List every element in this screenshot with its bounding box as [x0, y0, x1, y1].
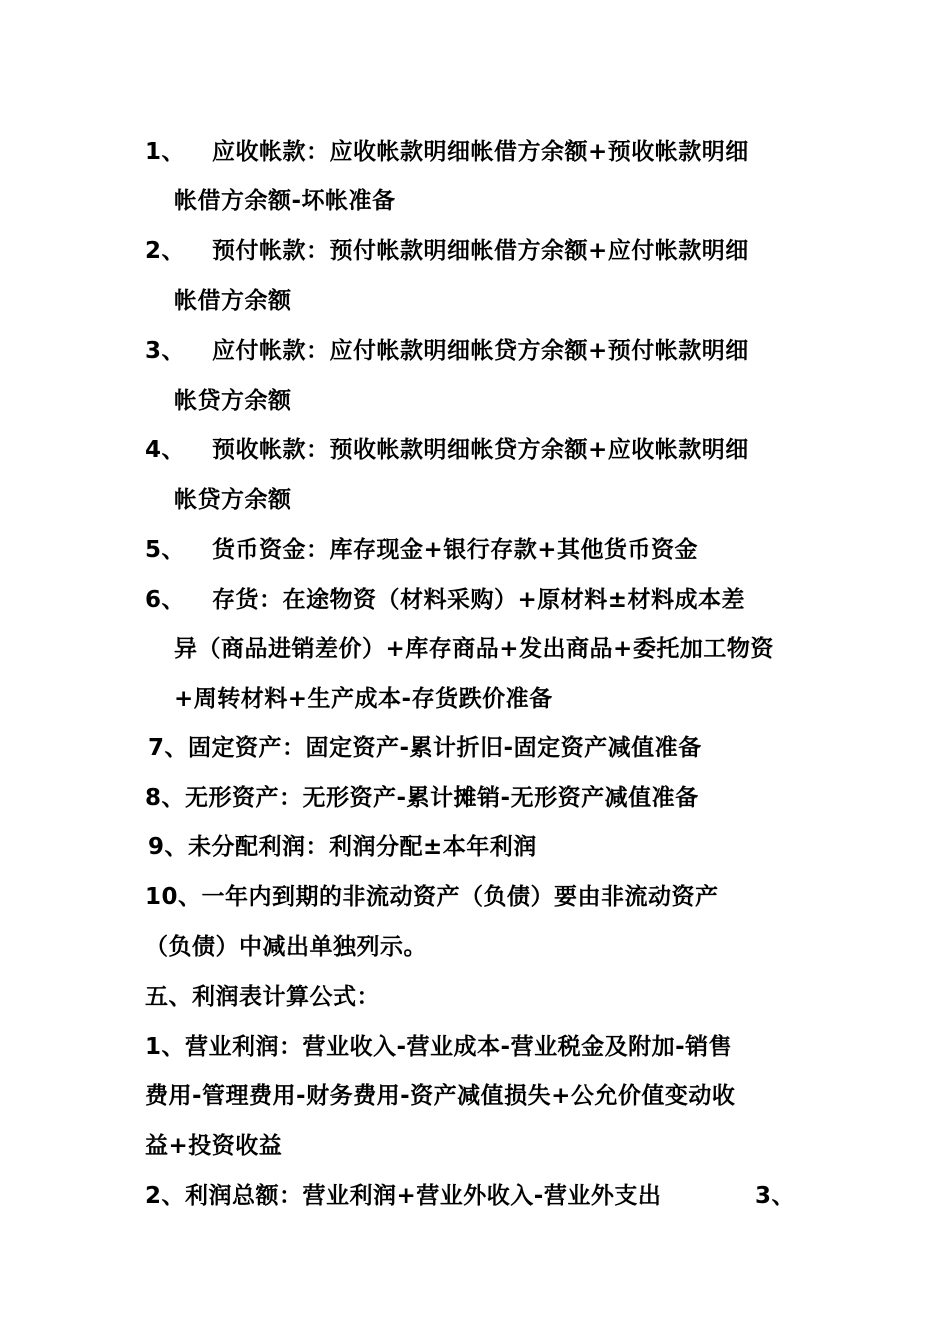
item-text: 9、未分配利润：利润分配±本年利润: [148, 834, 537, 860]
item-number: 1、: [145, 139, 186, 165]
list-item: [145, 336, 185, 366]
item-continuation: 费用-管理费用-财务费用-资产减值损失+公允价值变动收: [145, 1083, 736, 1109]
list-item: [145, 435, 185, 465]
list-item: [145, 137, 185, 167]
list-item: [145, 585, 185, 615]
item-text: 8、无形资产：无形资产-累计摊销-无形资产减值准备: [145, 785, 699, 811]
item-continuation: 益+投资收益: [145, 1133, 283, 1159]
item-continuation: 异（商品进销差价）+库存商品+发出商品+委托加工物资: [174, 636, 774, 662]
item-text: 货币资金：库存现金+银行存款+其他货币资金: [212, 537, 699, 563]
list-item: [145, 535, 185, 565]
item-text: 存货：在途物资（材料采购）+原材料±材料成本差: [212, 587, 746, 613]
item-text: 应收帐款：应收帐款明细帐借方余额+预收帐款明细: [212, 139, 749, 165]
item-number: 5、: [145, 537, 186, 563]
section-heading: 五、利润表计算公式：: [145, 984, 380, 1010]
item-number: 3、: [755, 1183, 796, 1209]
item-continuation: 帐贷方余额: [174, 487, 292, 513]
item-continuation: 帐借方余额: [174, 288, 292, 314]
item-text: 7、固定资产：固定资产-累计折旧-固定资产减值准备: [148, 735, 702, 761]
item-number: 6、: [145, 587, 186, 613]
item-continuation: +周转材料+生产成本-存货跌价准备: [174, 686, 553, 712]
item-text: 2、利润总额：营业利润+营业外收入-营业外支出: [145, 1183, 662, 1209]
item-text: 预收帐款：预收帐款明细帐贷方余额+应收帐款明细: [212, 437, 749, 463]
item-continuation: 帐借方余额-坏帐准备: [174, 188, 396, 214]
item-text: 预付帐款：预付帐款明细帐借方余额+应付帐款明细: [212, 238, 749, 264]
item-number: 4、: [145, 437, 186, 463]
item-text: 应付帐款：应付帐款明细帐贷方余额+预付帐款明细: [212, 338, 749, 364]
item-continuation: （负债）中减出单独列示。: [145, 934, 427, 960]
item-continuation: 帐贷方余额: [174, 388, 292, 414]
item-number: 3、: [145, 338, 186, 364]
item-text: 1、营业利润：营业收入-营业成本-营业税金及附加-销售: [145, 1034, 733, 1060]
item-number: 2、: [145, 238, 186, 264]
list-item: [145, 236, 185, 266]
item-text: 10、一年内到期的非流动资产（负债）要由非流动资产: [145, 884, 719, 910]
